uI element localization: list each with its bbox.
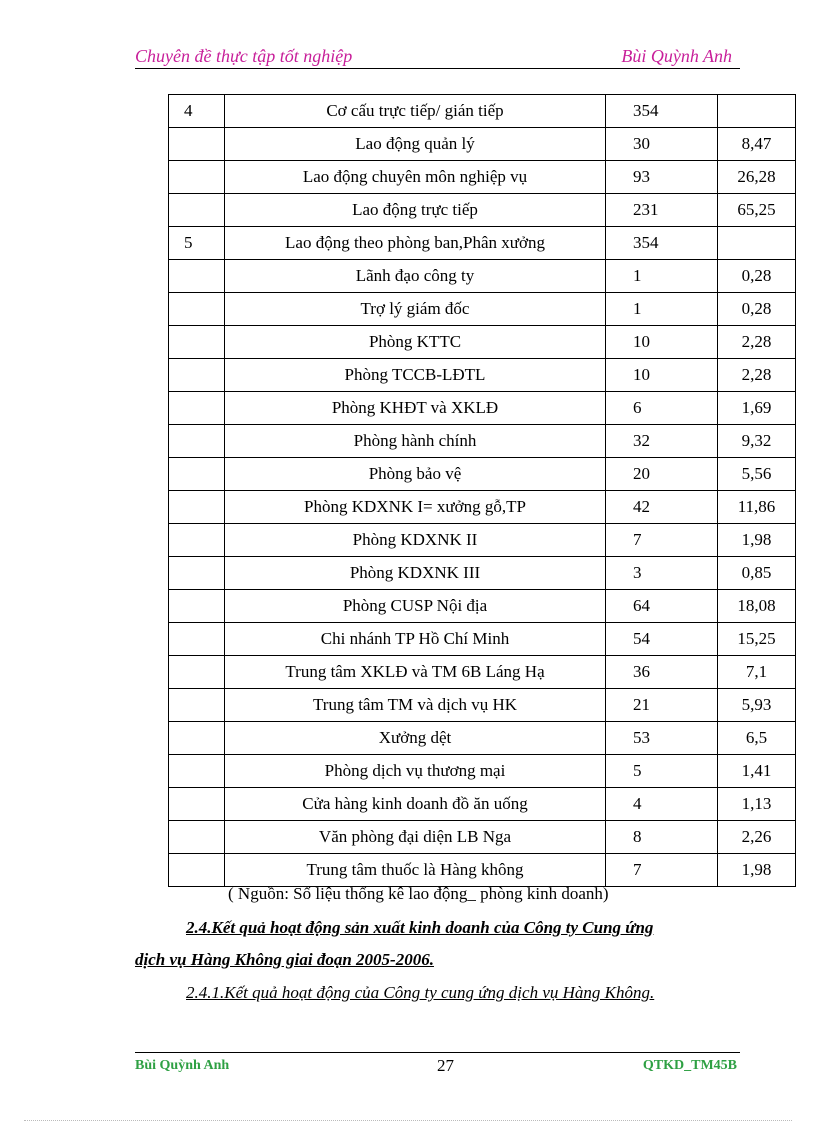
section-heading-line-1: 2.4.Kết quả hoạt động sản xuất kinh doanh của Công ty Cung ứng: [186, 918, 654, 937]
row-percent-cell: 18,08: [718, 590, 796, 623]
row-percent-cell: [718, 227, 796, 260]
row-count-cell: 6: [606, 392, 718, 425]
row-percent-cell: 5,93: [718, 689, 796, 722]
page-footer: [135, 1052, 740, 1083]
table-row: [169, 491, 796, 524]
row-label-cell: Phòng CUSP Nội địa: [225, 590, 606, 623]
row-count-cell: 93: [606, 161, 718, 194]
table-row: [169, 260, 796, 293]
row-percent-cell: 0,28: [718, 293, 796, 326]
row-count-cell: 32: [606, 425, 718, 458]
row-number-cell: [169, 623, 225, 656]
row-count-cell: 231: [606, 194, 718, 227]
table-row: [169, 392, 796, 425]
table-row: [169, 458, 796, 491]
row-label-cell: Lao động trực tiếp: [225, 194, 606, 227]
row-label-cell: Lao động chuyên môn nghiệp vụ: [225, 161, 606, 194]
row-label-cell: Lao động quản lý: [225, 128, 606, 161]
row-number-cell: [169, 326, 225, 359]
source-note: ( Nguồn: Số liệu thống kê lao động_ phòng kinh doanh): [228, 884, 609, 903]
row-number-cell: [169, 293, 225, 326]
row-label-cell: Trung tâm thuốc là Hàng không: [225, 854, 606, 887]
row-count-cell: 20: [606, 458, 718, 491]
row-percent-cell: 1,69: [718, 392, 796, 425]
row-label-cell: Chi nhánh TP Hồ Chí Minh: [225, 623, 606, 656]
row-number-cell: [169, 854, 225, 887]
row-label-cell: Phòng bảo vệ: [225, 458, 606, 491]
row-number-cell: [169, 821, 225, 854]
table-row: [169, 689, 796, 722]
row-percent-cell: 2,28: [718, 359, 796, 392]
row-percent-cell: 8,47: [718, 128, 796, 161]
row-label-cell: Lao động theo phòng ban,Phân xưởng: [225, 227, 606, 260]
table-body: [169, 95, 796, 887]
row-count-cell: 7: [606, 524, 718, 557]
row-percent-cell: 2,28: [718, 326, 796, 359]
section-heading-line-2: dịch vụ Hàng Không giai đoạn 2005-2006.: [135, 950, 434, 969]
row-percent-cell: 0,28: [718, 260, 796, 293]
table-row: [169, 656, 796, 689]
row-count-cell: 36: [606, 656, 718, 689]
row-label-cell: Trung tâm XKLĐ và TM 6B Láng Hạ: [225, 656, 606, 689]
row-number-cell: [169, 557, 225, 590]
row-label-cell: Phòng KDXNK I= xưởng gỗ,TP: [225, 491, 606, 524]
row-label-cell: Cửa hàng kinh doanh đồ ăn uống: [225, 788, 606, 821]
row-number-cell: 5: [169, 227, 225, 260]
table-row: [169, 722, 796, 755]
page-bottom-divider: [24, 1120, 792, 1121]
row-count-cell: 54: [606, 623, 718, 656]
row-percent-cell: 1,41: [718, 755, 796, 788]
header-author: Bùi Quỳnh Anh: [621, 46, 732, 66]
row-count-cell: 53: [606, 722, 718, 755]
row-percent-cell: 1,98: [718, 854, 796, 887]
row-count-cell: 354: [606, 227, 718, 260]
row-label-cell: Phòng KTTC: [225, 326, 606, 359]
subsection-heading: 2.4.1.Kết quả hoạt động của Công ty cung ứng dịch vụ Hàng Không.: [186, 983, 655, 1002]
row-number-cell: [169, 161, 225, 194]
table-row: [169, 194, 796, 227]
page-number: 27: [437, 1056, 454, 1075]
table-row: [169, 425, 796, 458]
table-row: [169, 326, 796, 359]
table-row: [169, 854, 796, 887]
row-number-cell: [169, 128, 225, 161]
row-number-cell: [169, 458, 225, 491]
row-count-cell: 8: [606, 821, 718, 854]
row-percent-cell: 1,98: [718, 524, 796, 557]
row-count-cell: 42: [606, 491, 718, 524]
row-count-cell: 64: [606, 590, 718, 623]
row-label-cell: Phòng TCCB-LĐTL: [225, 359, 606, 392]
row-count-cell: 7: [606, 854, 718, 887]
row-number-cell: [169, 788, 225, 821]
row-count-cell: 30: [606, 128, 718, 161]
row-number-cell: [169, 491, 225, 524]
table-row: [169, 161, 796, 194]
row-number-cell: [169, 656, 225, 689]
row-label-cell: Lãnh đạo công ty: [225, 260, 606, 293]
row-label-cell: Phòng KDXNK III: [225, 557, 606, 590]
row-count-cell: 10: [606, 326, 718, 359]
row-label-cell: Trợ lý giám đốc: [225, 293, 606, 326]
row-percent-cell: 9,32: [718, 425, 796, 458]
row-percent-cell: 15,25: [718, 623, 796, 656]
row-percent-cell: 65,25: [718, 194, 796, 227]
page-header: [135, 44, 740, 69]
row-count-cell: 21: [606, 689, 718, 722]
row-label-cell: Văn phòng đại diện LB Nga: [225, 821, 606, 854]
row-percent-cell: 0,85: [718, 557, 796, 590]
row-count-cell: 3: [606, 557, 718, 590]
row-percent-cell: 5,56: [718, 458, 796, 491]
row-count-cell: 1: [606, 260, 718, 293]
row-label-cell: Cơ cấu trực tiếp/ gián tiếp: [225, 95, 606, 128]
row-count-cell: 1: [606, 293, 718, 326]
row-number-cell: [169, 722, 225, 755]
table-row: [169, 755, 796, 788]
row-percent-cell: 1,13: [718, 788, 796, 821]
table-row: [169, 821, 796, 854]
row-label-cell: Phòng dịch vụ thương mại: [225, 755, 606, 788]
table-row: [169, 590, 796, 623]
labor-structure-table: [168, 94, 796, 887]
row-number-cell: [169, 755, 225, 788]
table-row: [169, 788, 796, 821]
row-label-cell: Phòng hành chính: [225, 425, 606, 458]
table-row: [169, 524, 796, 557]
row-number-cell: [169, 260, 225, 293]
table-row: [169, 359, 796, 392]
row-label-cell: Phòng KHĐT và XKLĐ: [225, 392, 606, 425]
row-count-cell: 4: [606, 788, 718, 821]
row-number-cell: [169, 689, 225, 722]
row-label-cell: Trung tâm TM và dịch vụ HK: [225, 689, 606, 722]
row-label-cell: Xưởng dệt: [225, 722, 606, 755]
table-row: [169, 293, 796, 326]
row-number-cell: [169, 359, 225, 392]
row-number-cell: 4: [169, 95, 225, 128]
table-row: [169, 623, 796, 656]
footer-author: Bùi Quỳnh Anh: [135, 1058, 230, 1073]
row-number-cell: [169, 425, 225, 458]
row-number-cell: [169, 392, 225, 425]
row-label-cell: Phòng KDXNK II: [225, 524, 606, 557]
table-row: [169, 128, 796, 161]
table-row: [169, 95, 796, 128]
row-percent-cell: 7,1: [718, 656, 796, 689]
row-number-cell: [169, 524, 225, 557]
table-row: [169, 557, 796, 590]
row-count-cell: 5: [606, 755, 718, 788]
row-percent-cell: 11,86: [718, 491, 796, 524]
row-count-cell: 10: [606, 359, 718, 392]
row-percent-cell: 26,28: [718, 161, 796, 194]
row-number-cell: [169, 590, 225, 623]
header-document-title: Chuyên đề thực tập tốt nghiệp: [135, 46, 353, 66]
table-row: [169, 227, 796, 260]
row-number-cell: [169, 194, 225, 227]
footer-class-code: QTKD_TM45B: [642, 1058, 737, 1073]
row-percent-cell: 6,5: [718, 722, 796, 755]
row-count-cell: 354: [606, 95, 718, 128]
row-percent-cell: [718, 95, 796, 128]
row-percent-cell: 2,26: [718, 821, 796, 854]
